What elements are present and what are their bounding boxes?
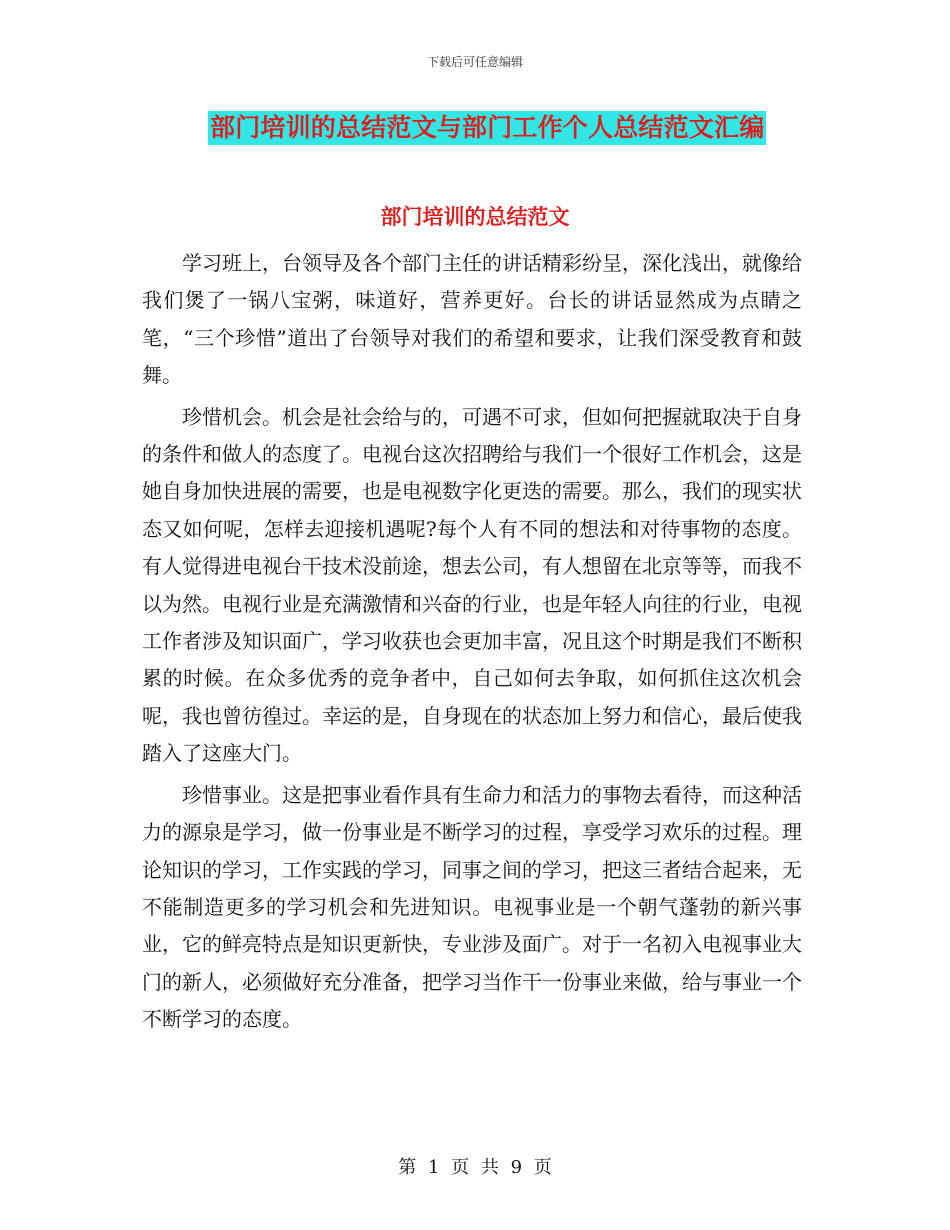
section-title: 部门培训的总结范文	[380, 204, 570, 229]
paragraph: 学习班上，台领导及各个部门主任的讲话精彩纷呈，深化浅出，就像给我们煲了一锅八宝粥，味道好，营养更好。台长的讲话显然成为点睛之笔，“三个珍惜”道出了台领导对我们的希望和要求，让我们深受教育和鼓舞。	[142, 251, 802, 388]
paragraph: 珍惜事业。这是把事业看作具有生命力和活力的事物去看待，而这种活力的源泉是学习，做一份事业是不断学习的过程，享受学习欢乐的过程。理论知识的学习，工作实践的学习，同事之间的学习，把这三者结合起来，无不能制造更多的学习机会和先进知识。电视事业是一个朝气蓬勃的新兴事业，它的鲜亮特点是知识更新快，专业涉及面广。对于一名初入电视事业大门的新人，必须做好充分准备，把学习当作干一份事业来做，给与事业一个不断学习的态度。	[142, 782, 802, 1032]
page-number: 第 1 页 共 9 页	[398, 1157, 552, 1178]
document-title: 部门培训的总结范文与部门工作个人总结范文汇编	[208, 111, 766, 145]
header-note: 下载后可任意编辑	[426, 55, 523, 69]
paragraph: 珍惜机会。机会是社会给与的，可遇不可求，但如何把握就取决于自身的条件和做人的态度了。电视台这次招聘给与我们一个很好工作机会，这是她自身加快进展的需要，也是电视数字化更迭的需要。那么，我们的现实状态又如何呢，怎样去迎接机遇呢?每个人有不同的想法和对待事物的态度。有人觉得进电视台干技术没前途，想去公司，有人想留在北京等等，而我不以为然。电视行业是充满激情和兴奋的行业，也是年轻人向往的行业，电视工作者涉及知识面广，学习收获也会更加丰富，况且这个时期是我们不断积累的时候。在众多优秀的竞争者中，自己如何去争取，如何抓住这次机会呢，我也曾彷徨过。幸运的是，自身现在的状态加上努力和信心，最后使我踏入了这座大门。	[142, 404, 802, 766]
document-body	[142, 245, 802, 1039]
